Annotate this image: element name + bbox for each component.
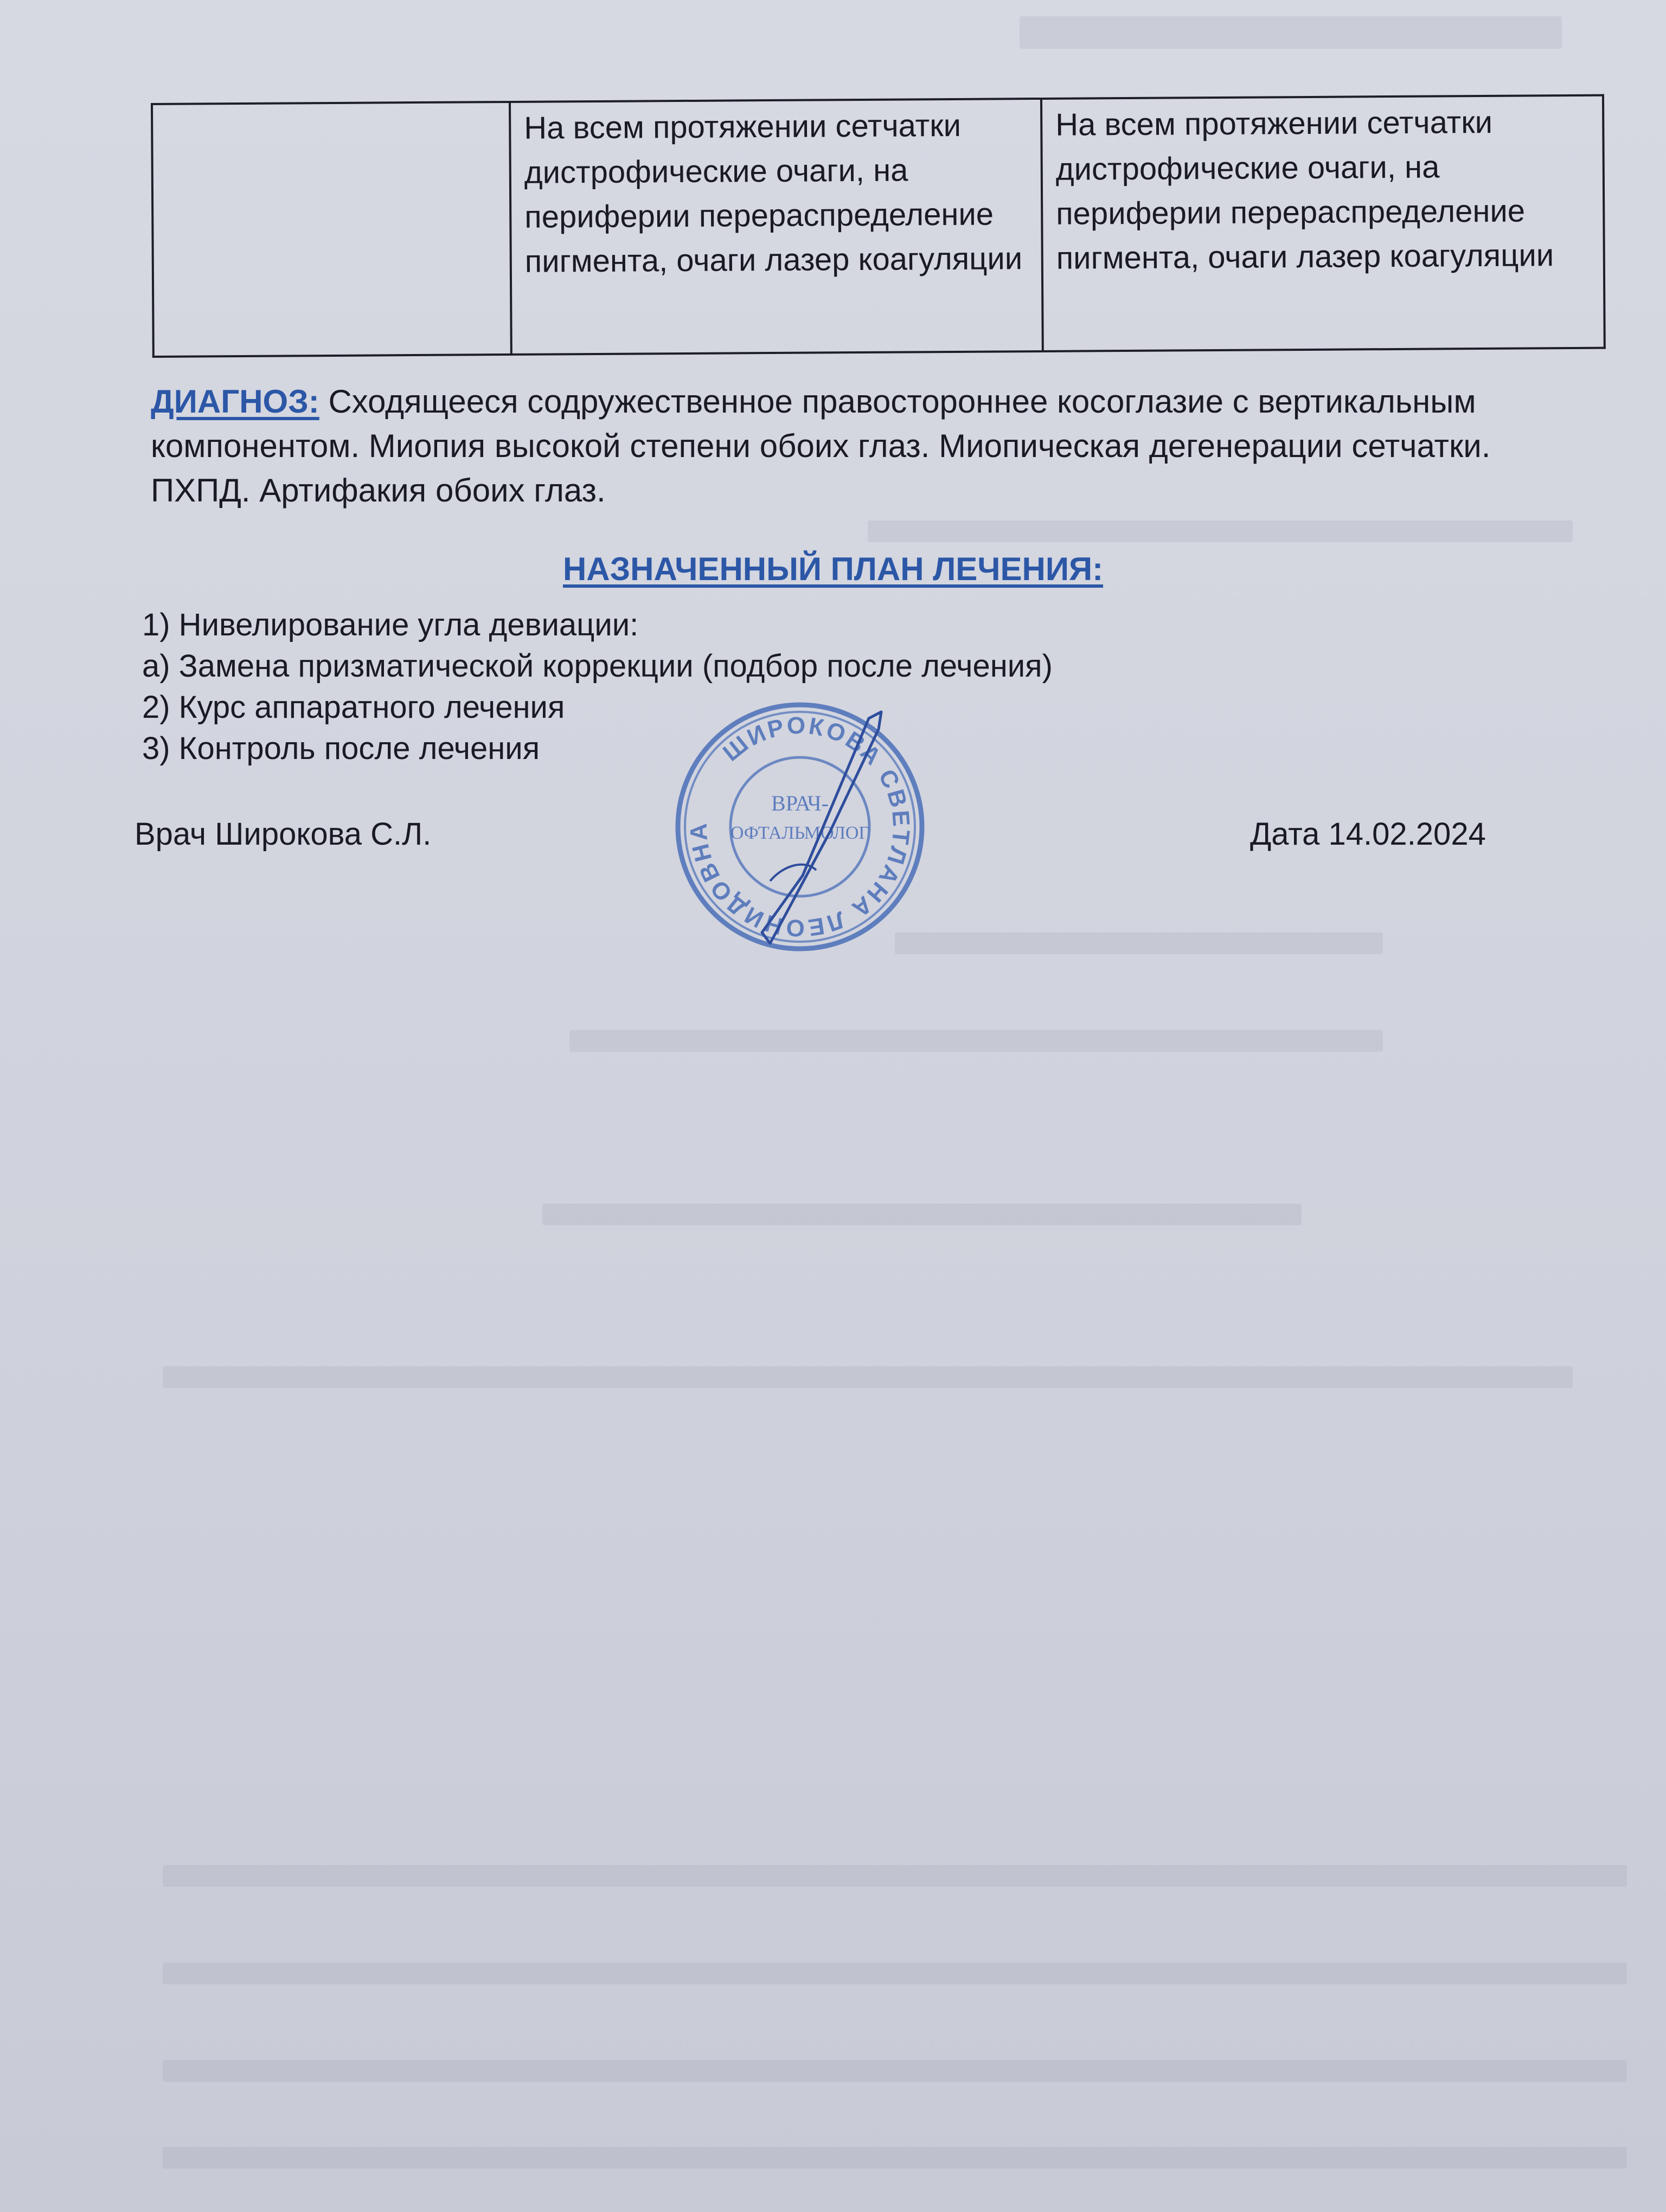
findings-table-container (151, 94, 1604, 358)
list-item: 2) Курс аппаратного лечения (142, 690, 565, 725)
table-cell-os: На всем протяжении сетчатки дистрофические очаги, на периферии перераспределение пигмента, очаги лазер коагуляции (1041, 95, 1605, 351)
doctor-name: Врач Широкова С.Л. (134, 816, 432, 852)
diagnosis-label: ДИАГНОЗ: (151, 383, 319, 420)
show-through-text (569, 1030, 1383, 1052)
show-through-text (163, 1366, 1573, 1388)
show-through-text (868, 520, 1573, 542)
treatment-plan-title: НАЗНАЧЕННЫЙ ПЛАН ЛЕЧЕНИЯ: (562, 551, 1104, 587)
stamp-center-line2: ОФТАЛЬМОЛОГ (730, 823, 870, 843)
diagnosis-paragraph (151, 380, 1582, 513)
table-cell-od: На всем протяжении сетчатки дистрофические очаги, на периферии перераспределение пигмента, очаги лазер коагуляции (510, 99, 1043, 355)
show-through-text (163, 2060, 1627, 2082)
treatment-plan-heading (0, 550, 1666, 588)
doctor-stamp (667, 697, 933, 957)
show-through-text (163, 1865, 1627, 1887)
diagnosis-text: Сходящееся содружественное правостороннее косоглазие с вертикальным компонентом. Миопия высокой степени обоих глаз. Миопическая дегенерации сетчатки. ПХПД. Артифакия обоих глаз. (151, 383, 1491, 509)
findings-table (151, 94, 1606, 358)
stamp-outer-text: ШИРОКОВА СВЕТЛАНА ЛЕОНИДОВНА (685, 712, 915, 942)
list-item: а) Замена призматической коррекции (подбор после лечения) (142, 648, 1053, 684)
signature-date: Дата 14.02.2024 (1250, 816, 1486, 852)
show-through-text (895, 933, 1383, 954)
table-row (152, 95, 1605, 357)
show-through-text (163, 1963, 1627, 1984)
list-item: 1) Нивелирование угла девиации: (142, 607, 639, 642)
show-through-text (163, 2147, 1627, 2169)
stamp-graphic (667, 697, 933, 957)
list-item: 3) Контроль после лечения (142, 731, 540, 766)
show-through-text (542, 1204, 1302, 1225)
table-cell-label (152, 102, 511, 357)
show-through-text (1020, 16, 1562, 49)
stamp-center-line1: ВРАЧ- (771, 791, 829, 815)
